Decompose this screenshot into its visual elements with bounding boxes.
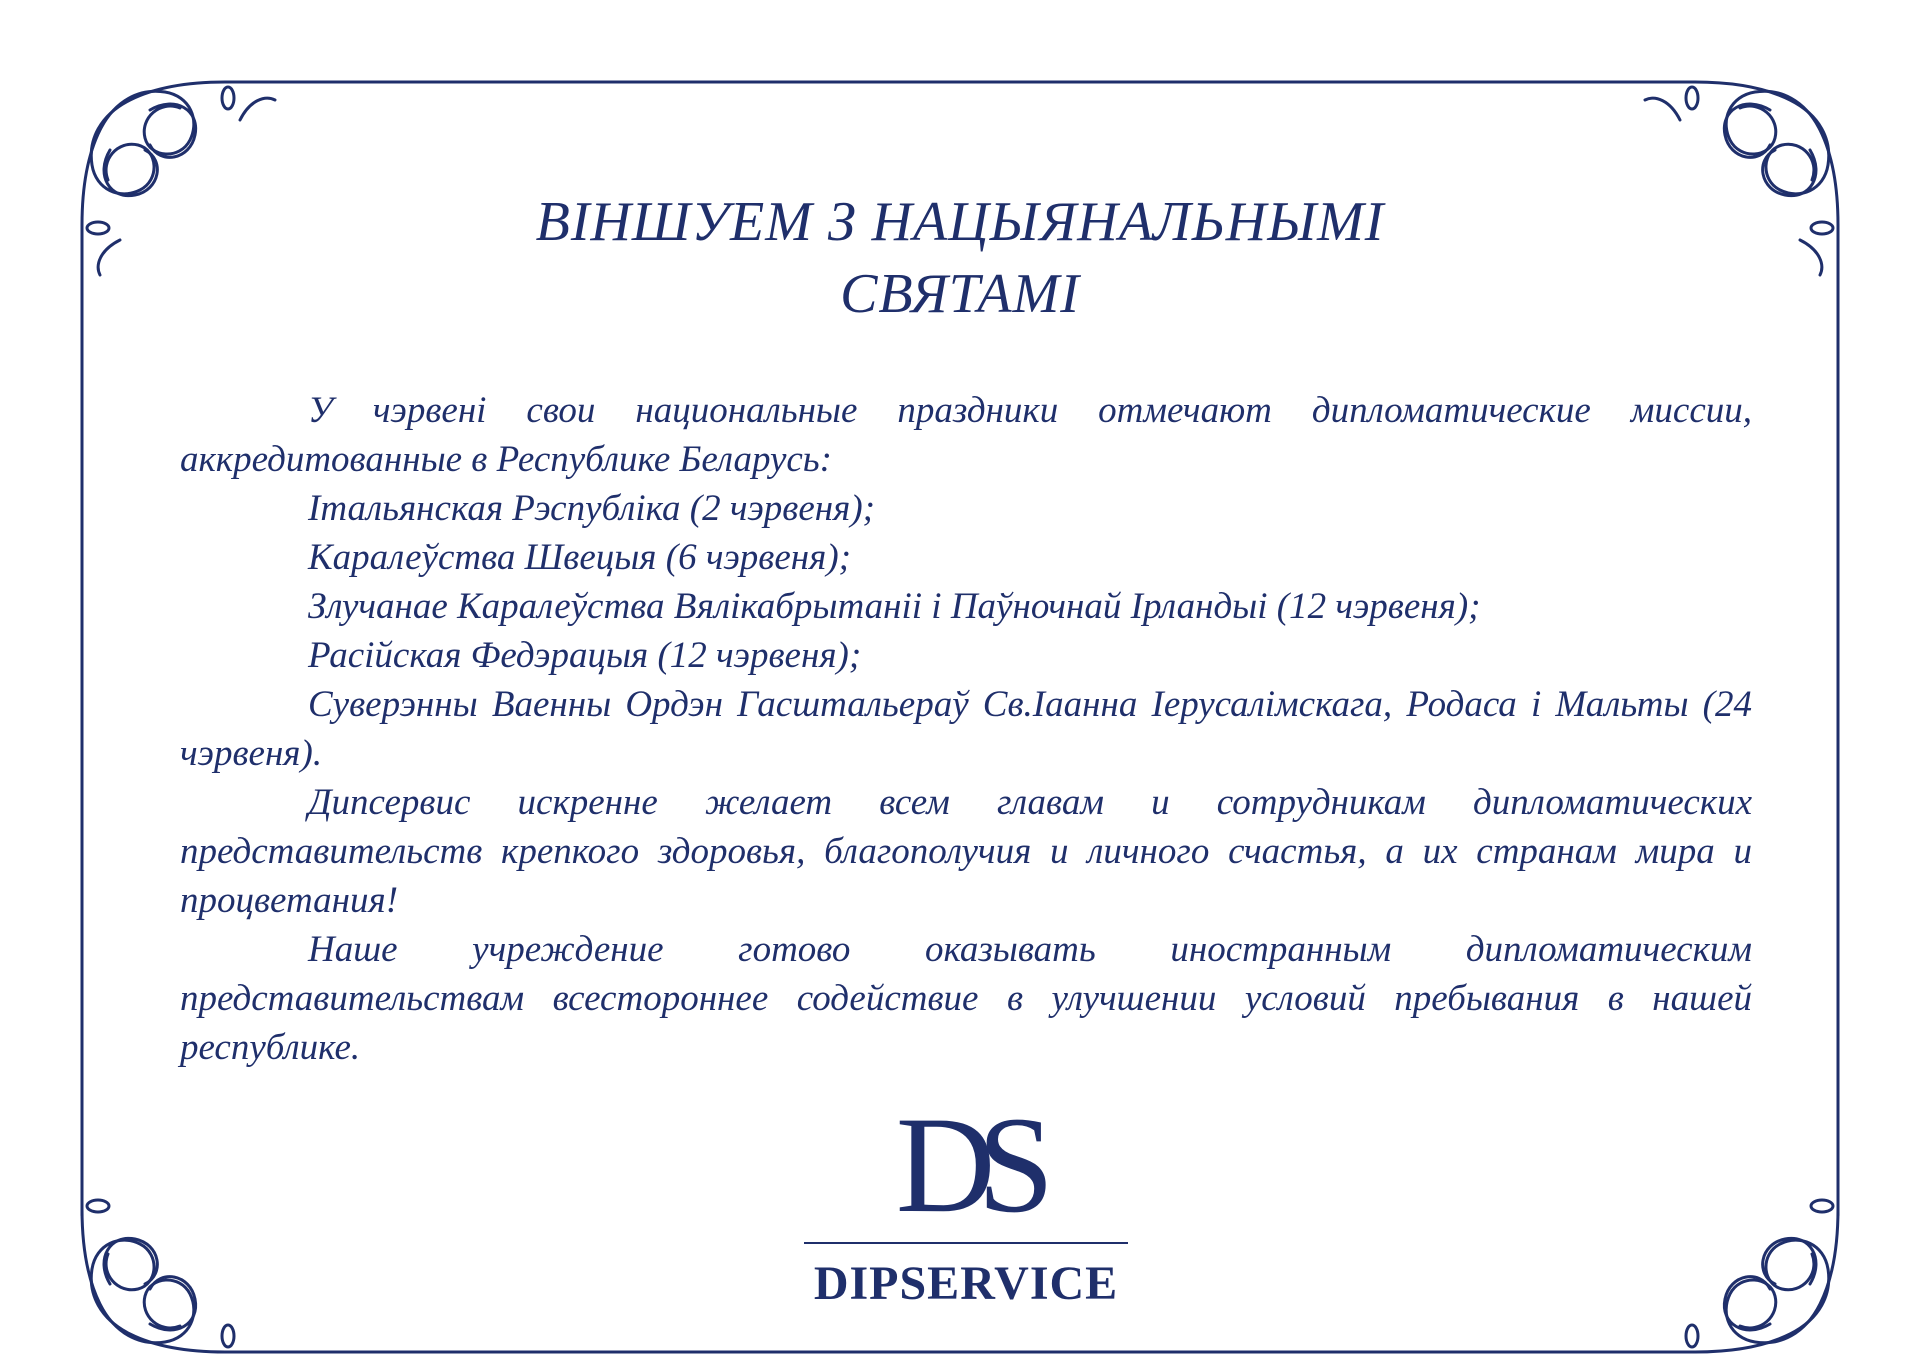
country-item: Каралеўства Швецыя (6 чэрвеня); (308, 537, 851, 578)
offer-paragraph: Наше учреждение готово оказывать иностранным дипломатическим представительствам всестороннее содействие в улучшении условий пребывания в нашей республике. (180, 929, 1752, 1068)
title-line-1: ВІНШУЕМ З НАЦЫЯНАЛЬНЫМІ (535, 191, 1385, 253)
country-item: Расійская Федэрацыя (12 чэрвеня); (308, 635, 862, 676)
intro-paragraph: У чэрвені свои национальные праздники отмечают дипломатические миссии, аккредитованные в Республике Беларусь: (180, 390, 1752, 480)
country-item: Італьянская Рэспубліка (2 чэрвеня); (308, 488, 875, 529)
logo-wordmark: DIPSERVICE (813, 1257, 1119, 1310)
logo-monogram: DS (895, 1088, 1037, 1241)
title-line-2: СВЯТАМІ (840, 263, 1080, 325)
corner-ornament-bottom-right (1686, 1200, 1838, 1352)
corner-ornament-bottom-left (82, 1200, 234, 1352)
country-item: Злучанае Каралеўства Вялікабрытаніі і Паўночнай Ірландыі (12 чэрвеня); (308, 586, 1481, 627)
dipservice-logo (804, 1088, 1128, 1312)
corner-ornament-top-left (82, 82, 275, 275)
wish-paragraph: Дипсервис искренне желает всем главам и сотрудникам дипломатических представительств крепкого здоровья, благополучия и личного счастья, а их странам мира и процветания! (180, 782, 1752, 921)
page-title (380, 186, 1540, 330)
corner-ornament-top-right (1645, 82, 1838, 275)
logo-divider (804, 1242, 1128, 1244)
greeting-text (180, 386, 1752, 1072)
country-item: Суверэнны Ваенны Ордэн Гасштальераў Св.Іаанна Іерусалімскага, Родаса і Мальты (24 чэрвеня). (180, 684, 1752, 774)
